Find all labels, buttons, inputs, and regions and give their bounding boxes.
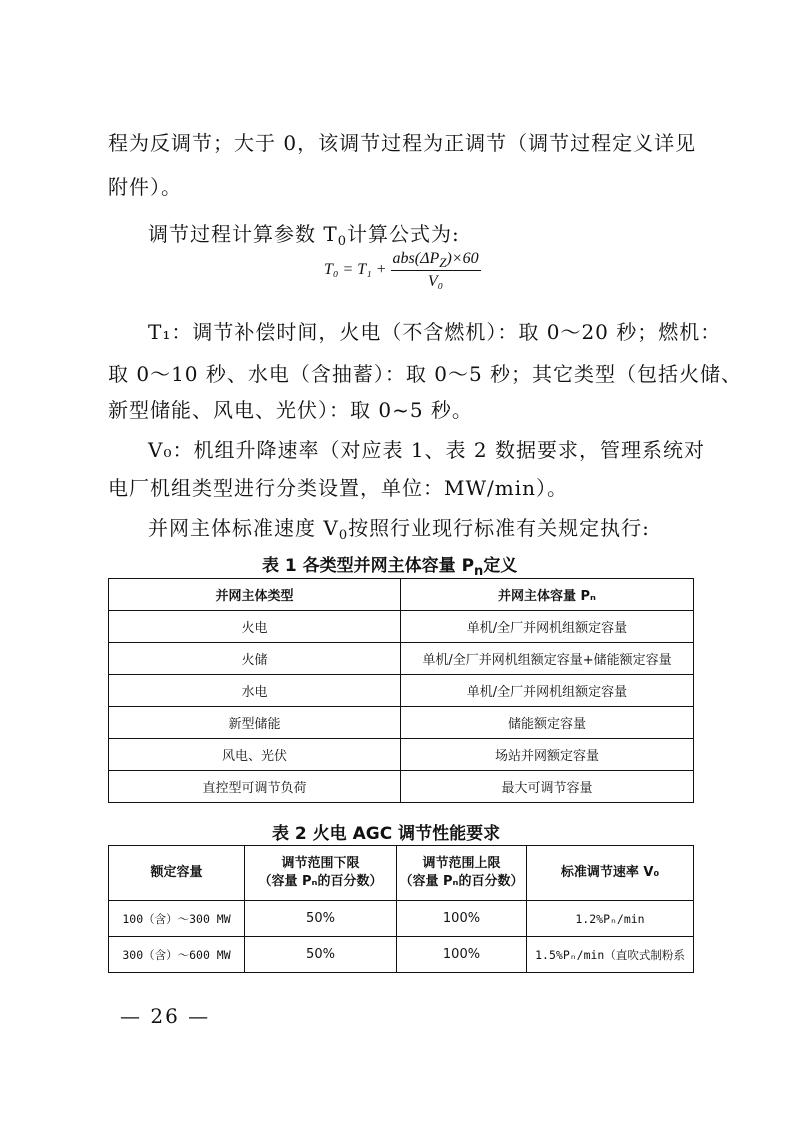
body-text-line: 附件）。: [108, 175, 182, 199]
formula-numerator-text: abs(ΔP: [392, 250, 440, 267]
page-number: — 26 —: [120, 1004, 211, 1028]
table-cell: 风电、光伏: [109, 739, 401, 771]
header-line: 标准调节速率 V₀: [560, 865, 660, 880]
formula-numerator-sub: Z: [439, 255, 447, 270]
formula-fraction: [391, 250, 481, 291]
table-header-cell: [109, 846, 245, 901]
formula-lhs: T₀ = T₁ +: [324, 261, 387, 279]
table-cell: 直控型可调节负荷: [109, 771, 401, 803]
agc-performance-table: [108, 845, 694, 973]
table-header-cell: [397, 846, 527, 901]
body-text-line: V₀：机组升降速率（对应表 1、表 2 数据要求，管理系统对: [148, 438, 705, 462]
table-row: [109, 707, 694, 739]
body-text-line: 电厂机组类型进行分类设置，单位：MW/min）。: [108, 476, 569, 500]
table1-caption-post: 定义: [483, 556, 518, 576]
header-line: 调节范围下限: [281, 856, 360, 871]
table-cell: 火电: [109, 611, 401, 643]
table-cell: 1.5%Pₙ/min（直吹式制粉系: [527, 937, 694, 973]
formula-intro-post: 计算公式为:: [346, 222, 460, 246]
table-cell: 50%: [245, 937, 397, 973]
t0-formula: [324, 250, 481, 291]
standard-speed-sub: 0: [338, 528, 349, 543]
standard-speed-post: 按照行业现行标准有关规定执行:: [348, 516, 650, 540]
table-cell: 最大可调节容量: [401, 771, 694, 803]
table1-caption: [262, 551, 518, 579]
table-cell: 单机/全厂并网机组额定容量: [401, 611, 694, 643]
formula-denominator: V₀: [427, 273, 444, 290]
header-line: 额定容量: [150, 865, 203, 880]
table-cell: 50%: [245, 901, 397, 937]
table-cell: 单机/全厂并网机组额定容量+储能额定容量: [401, 643, 694, 675]
table-cell: 300（含）～600 MW: [109, 937, 245, 973]
table-header-cell: [245, 846, 397, 901]
table1-caption-sub: n: [474, 564, 484, 579]
header-line: 调节范围上限: [422, 856, 501, 871]
table-cell: 新型储能: [109, 707, 401, 739]
formula-numerator: [391, 250, 481, 271]
formula-intro-pre: 调节过程计算参数 T: [148, 222, 338, 246]
table-header-row: [109, 579, 694, 611]
body-text-line: 新型储能、风电、光伏）：取 0~5 秒。: [108, 398, 473, 422]
table-cell: 储能额定容量: [401, 707, 694, 739]
table-header-row: [109, 846, 694, 901]
table-cell: 100%: [397, 901, 527, 937]
table2-caption: 表 2 火电 AGC 调节性能要求: [272, 824, 501, 844]
table-cell: 100（含）～300 MW: [109, 901, 245, 937]
formula-intro-sub: 0: [337, 234, 347, 249]
table-row: [109, 937, 694, 973]
table-cell: 1.2%Pₙ/min: [527, 901, 694, 937]
header-line: （容量 Pₙ的百分数）: [258, 874, 383, 889]
standard-speed-line: [148, 516, 650, 543]
table-row: [109, 901, 694, 937]
table-header-cell: 并网主体容量 Pₙ: [401, 579, 694, 611]
header-line: （容量 Pₙ的百分数）: [399, 874, 524, 889]
formula-numerator-tail: )×60: [446, 250, 479, 267]
standard-speed-pre: 并网主体标准速度 V: [148, 516, 339, 540]
formula-intro: [148, 222, 460, 249]
table-cell: 100%: [397, 937, 527, 973]
table-row: [109, 771, 694, 803]
table-cell: 水电: [109, 675, 401, 707]
table1-caption-pre: 表 1 各类型并网主体容量 P: [262, 556, 475, 576]
table-header-cell: 并网主体类型: [109, 579, 401, 611]
table-cell: 火储: [109, 643, 401, 675]
table-row: [109, 675, 694, 707]
body-text-line: 取 0～10 秒、水电（含抽蓄）：取 0～5 秒；其它类型（包括火储、: [108, 362, 743, 386]
table-row: [109, 611, 694, 643]
table-row: [109, 739, 694, 771]
body-text-line: T₁：调节补偿时间，火电（不含燃机）：取 0～20 秒；燃机：: [148, 320, 722, 344]
table-header-cell: [527, 846, 694, 901]
table-cell: 单机/全厂并网机组额定容量: [401, 675, 694, 707]
body-text-line: 程为反调节；大于 0，该调节过程为正调节（调节过程定义详见: [108, 131, 697, 155]
table-row: [109, 643, 694, 675]
capacity-definition-table: [108, 578, 694, 803]
table-cell: 场站并网额定容量: [401, 739, 694, 771]
